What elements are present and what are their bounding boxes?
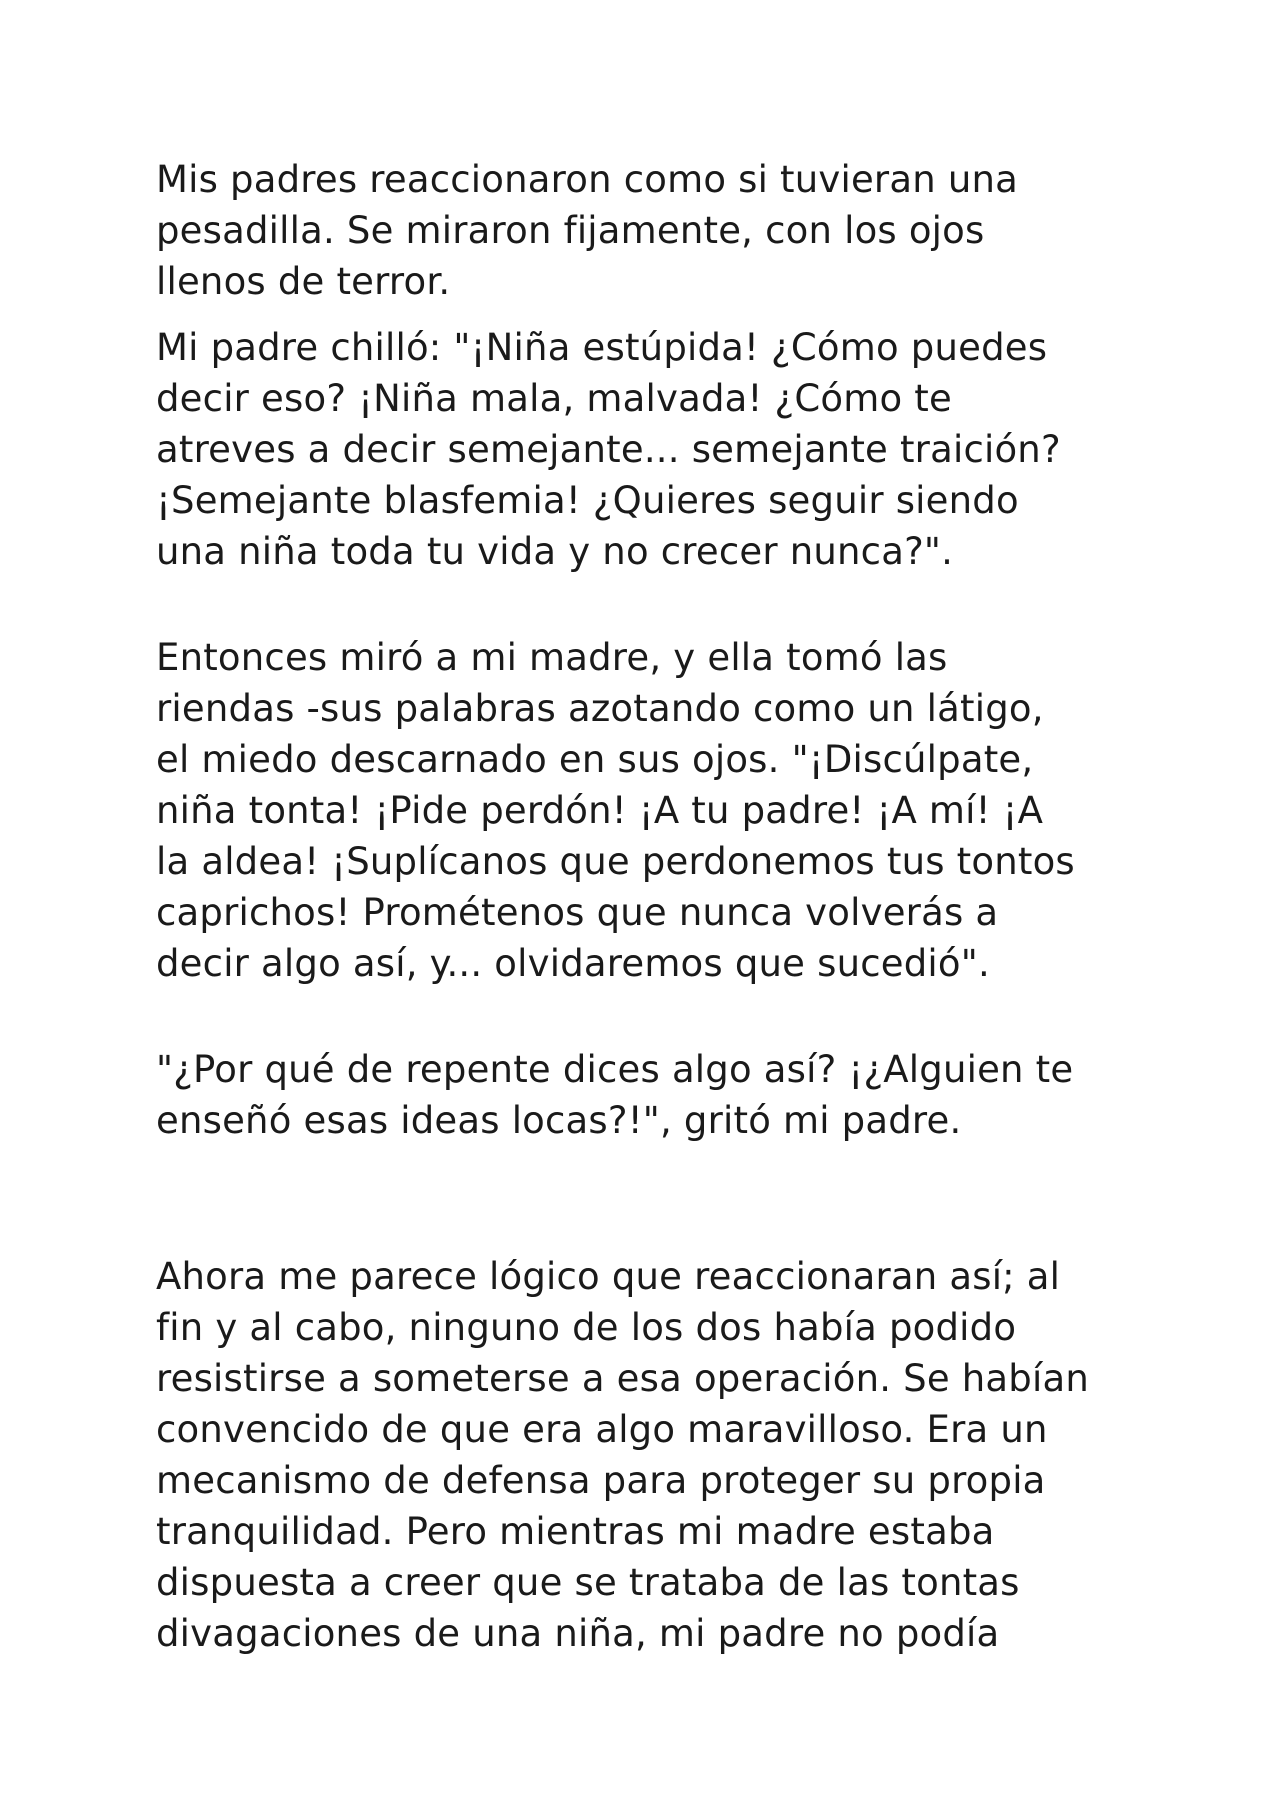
paragraph-3: Entonces miró a mi madre, y ella tomó las riendas -sus palabras azotando como un látigo, el miedo descarnado en sus ojos. "¡Discúlpate, niña tonta! ¡Pide perdón! ¡A tu padre! ¡A mí! ¡A la aldea! ¡Suplícanos que perdonemos tus tontos caprichos! Prométenos que nunca volverás a decir algo así, y... olvidaremos que sucedió". <box>156 636 1075 985</box>
text-body <box>156 154 1156 1659</box>
paragraph-5: Ahora me parece lógico que reaccionaran así; al fin y al cabo, ninguno de los dos había podido resistirse a someterse a esa operación. Se habían convencido de que era algo maravilloso. Era un mecanismo de defensa para proteger su propia tranquilidad. Pero mientras mi madre estaba dispuesta a creer que se trataba de las tontas divagaciones de una niña, mi padre no podía <box>156 1255 1089 1655</box>
paragraph-4: "¿Por qué de repente dices algo así? ¡¿Alguien te enseñó esas ideas locas?!", gritó mi padre. <box>156 1048 1074 1142</box>
paragraph-2: Mi padre chilló: "¡Niña estúpida! ¿Cómo puedes decir eso? ¡Niña mala, malvada! ¿Cómo te atreves a decir semejante... semejante traición? ¡Semejante blasfemia! ¿Quieres seguir siendo una niña toda tu vida y no crecer nunca?". <box>156 326 1061 573</box>
paragraph-1: Mis padres reaccionaron como si tuvieran una pesadilla. Se miraron fijamente, con los ojos llenos de terror. <box>156 158 1019 303</box>
